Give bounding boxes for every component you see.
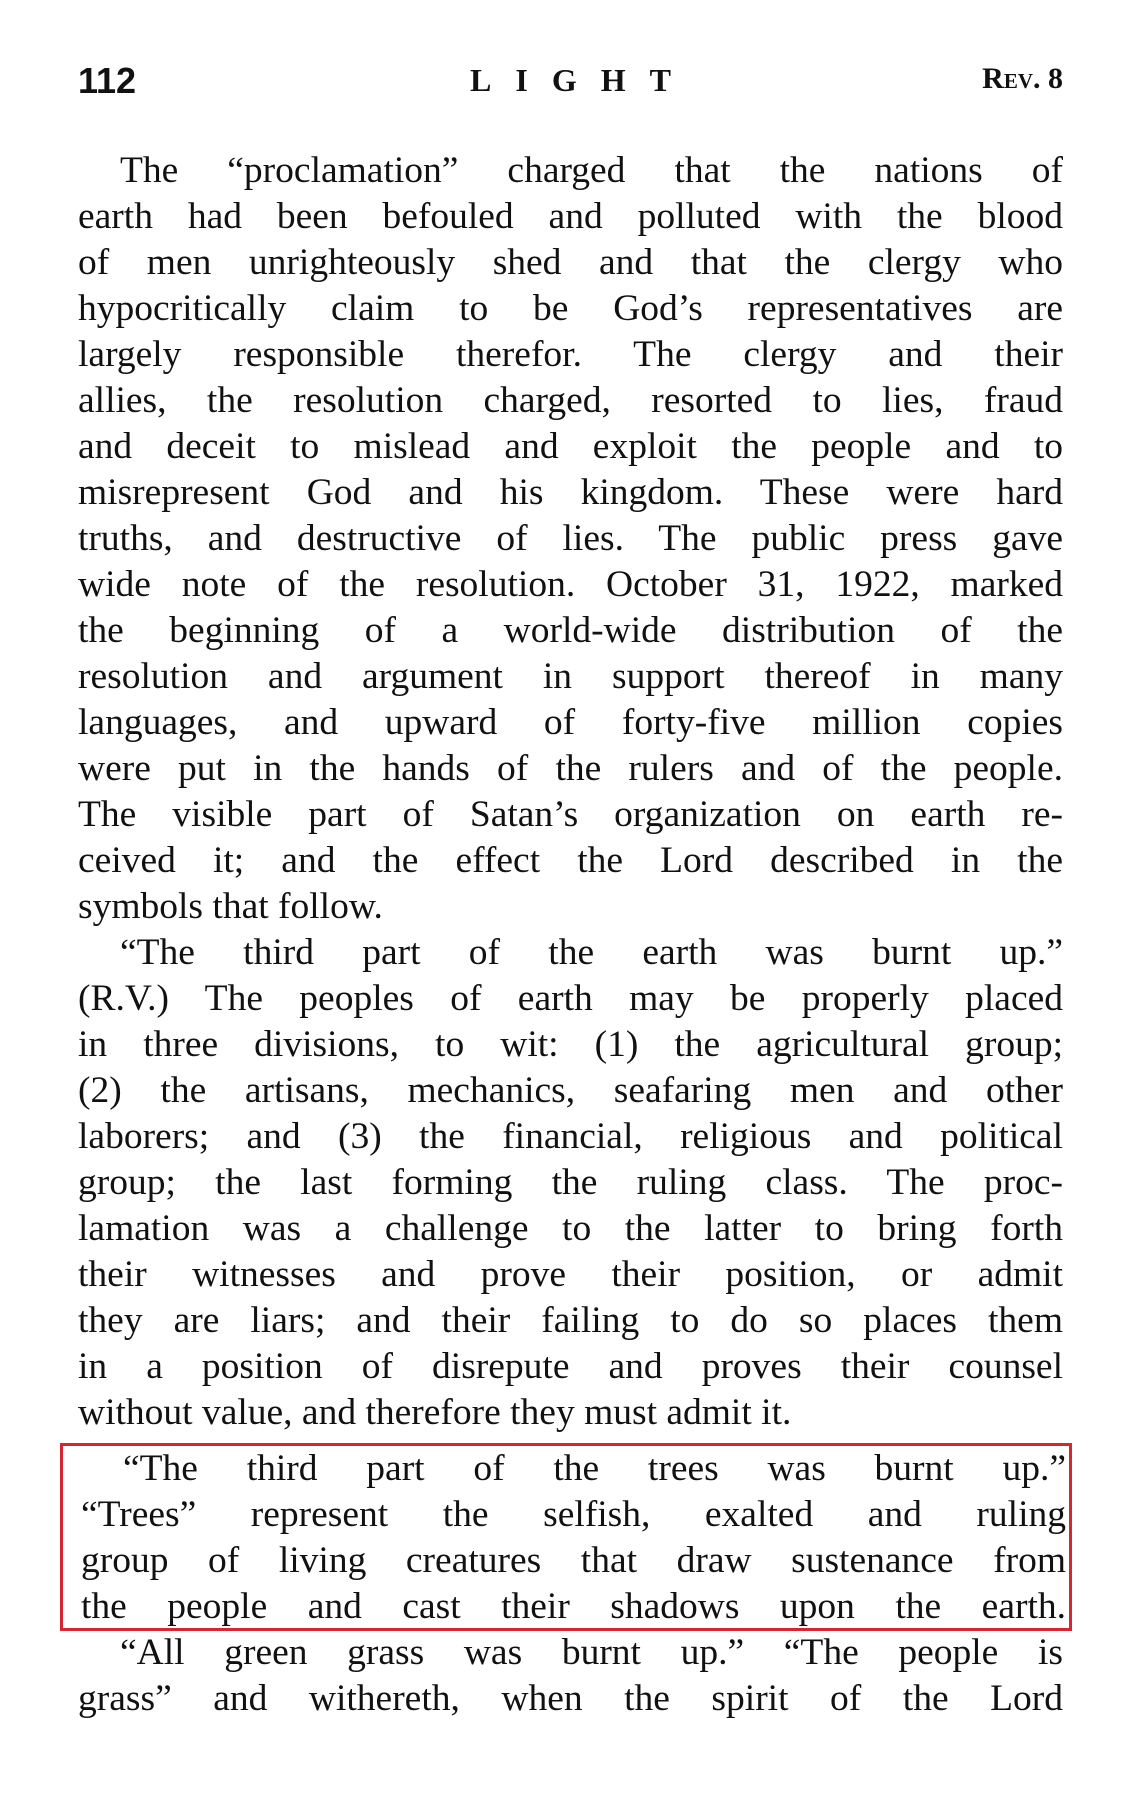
highlight-box (60, 1443, 1072, 1631)
text-line: resolution and argument in support thereof in many (78, 656, 1063, 697)
text-line: The visible part of Satan’s organization on earth re- (78, 794, 1063, 835)
text-line: languages, and upward of forty-five million copies (78, 702, 1063, 743)
text-line: symbols that follow. (78, 886, 383, 927)
text-line: ceived it; and the effect the Lord described in the (78, 840, 1063, 881)
page-number: 112 (78, 60, 137, 101)
text-line: and deceit to mislead and exploit the people and to (78, 426, 1063, 467)
text-line: the beginning of a world-wide distribution of the (78, 610, 1063, 651)
text-line: wide note of the resolution. October 31, 1922, marked (78, 564, 1063, 605)
text-line: laborers; and (3) the financial, religious and political (78, 1116, 1063, 1157)
paragraph-trees-burnt (81, 1446, 1066, 1630)
text-line: “Trees” represent the selfish, exalted and ruling (81, 1494, 1066, 1535)
text-line: of men unrighteously shed and that the clergy who (78, 242, 1063, 283)
text-line: allies, the resolution charged, resorted to lies, fraud (78, 380, 1063, 421)
text-line: (2) the artisans, mechanics, seafaring men and other (78, 1070, 1063, 1111)
paragraph-grass-burnt (78, 1630, 1063, 1722)
text-line: grass” and withereth, when the spirit of the Lord (78, 1678, 1063, 1719)
text-line: hypocritically claim to be God’s representatives are (78, 288, 1063, 329)
text-line: in a position of disrepute and proves their counsel (78, 1346, 1063, 1387)
text-line: truths, and destructive of lies. The public press gave (78, 518, 1063, 559)
running-title: LIGHT (470, 62, 695, 98)
text-line: lamation was a challenge to the latter to bring forth (78, 1208, 1063, 1249)
page-header (78, 60, 1063, 110)
body-text (78, 148, 1063, 1436)
text-line: group; the last forming the ruling class. The proc- (78, 1162, 1063, 1203)
text-line: “All green grass was burnt up.” “The people is (120, 1632, 1063, 1673)
text-line: “The third part of the earth was burnt up.” (120, 932, 1063, 973)
text-line: without value, and therefore they must admit it. (78, 1392, 792, 1433)
text-line: the people and cast their shadows upon the earth. (81, 1586, 1066, 1627)
text-line: they are liars; and their failing to do so places them (78, 1300, 1063, 1341)
section-reference: Rev. 8 (982, 62, 1063, 95)
text-line: were put in the hands of the rulers and of the people. (78, 748, 1063, 789)
text-line: misrepresent God and his kingdom. These were hard (78, 472, 1063, 513)
paragraph-earth-burnt (78, 930, 1063, 1436)
paragraph-proclamation (78, 148, 1063, 930)
text-line: The “proclamation” charged that the nations of (120, 150, 1063, 191)
text-line: in three divisions, to wit: (1) the agricultural group; (78, 1024, 1063, 1065)
text-line: “The third part of the trees was burnt up.” (123, 1448, 1066, 1489)
text-line: group of living creatures that draw sustenance from (81, 1540, 1066, 1581)
text-line: (R.V.) The peoples of earth may be properly placed (78, 978, 1063, 1019)
text-line: largely responsible therefor. The clergy and their (78, 334, 1063, 375)
text-line: earth had been befouled and polluted with the blood (78, 196, 1063, 237)
text-line: their witnesses and prove their position, or admit (78, 1254, 1063, 1295)
